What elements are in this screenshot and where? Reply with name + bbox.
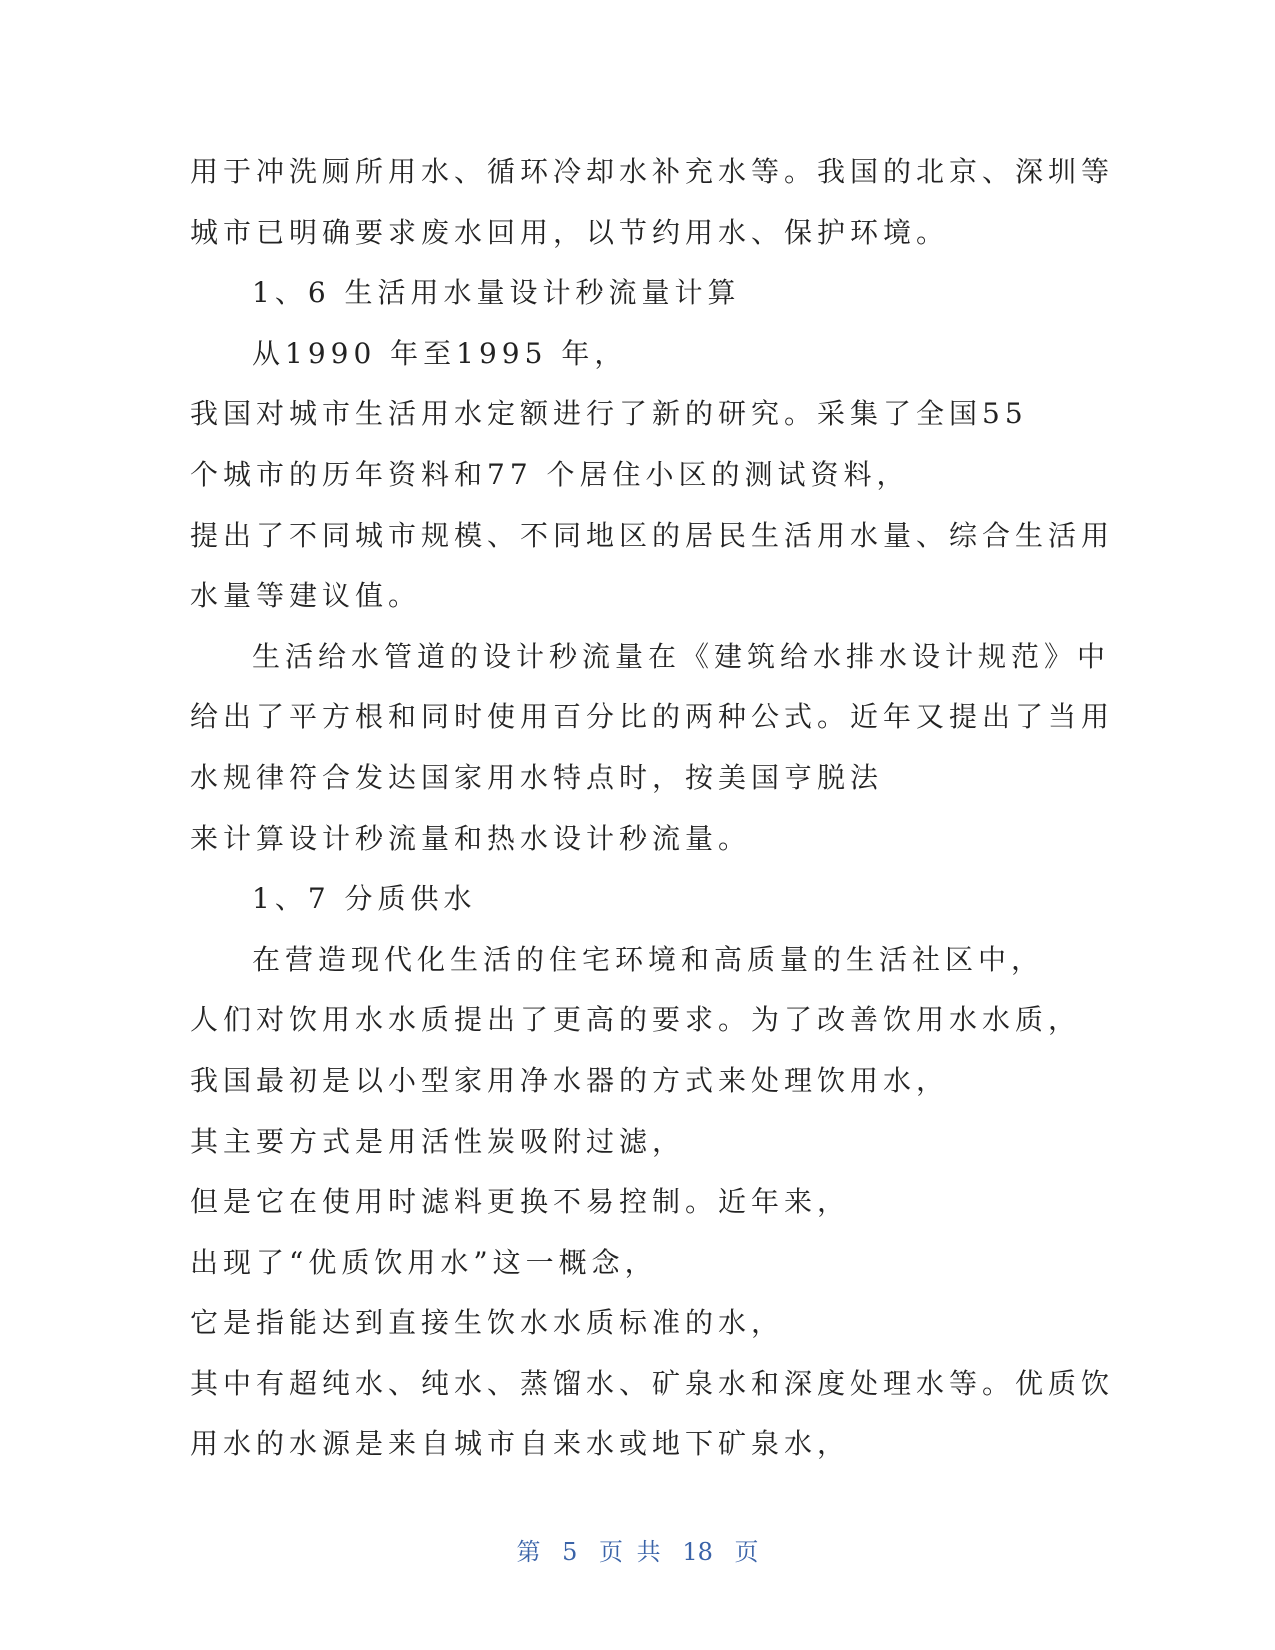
text-line: 人们对饮用水水质提出了更高的要求。为了改善饮用水水质，	[190, 1003, 1082, 1037]
text-line: 来计算设计秒流量和热水设计秒流量。	[190, 821, 752, 855]
text-line: 但是它在使用时滤料更换不易控制。近年来，	[190, 1185, 851, 1219]
text-line: 它是指能达到直接生饮水水质标准的水，	[190, 1306, 785, 1340]
text-line: 生活给水管道的设计秒流量在《建筑给水排水设计规范》中	[252, 639, 1111, 673]
text-line: 出现了“优质饮用水”这一概念，	[190, 1245, 658, 1279]
section-heading: 1、6 生活用水量设计秒流量计算	[252, 276, 741, 310]
text-line: 个城市的历年资料和77 个居住小区的测试资料，	[190, 457, 910, 491]
text-line: 其中有超纯水、纯水、蒸馏水、矿泉水和深度处理水等。优质饮	[190, 1366, 1115, 1400]
text-line: 用于冲洗厕所用水、循环冷却水补充水等。我国的北京、深圳等	[190, 155, 1115, 188]
text-line: 水量等建议值。	[190, 579, 422, 613]
text-line: 在营造现代化生活的住宅环境和高质量的生活社区中，	[252, 942, 1045, 976]
text-line: 从1990 年至1995 年，	[252, 336, 628, 370]
current-page-number: 5	[562, 1538, 578, 1566]
text-line: 其主要方式是用活性炭吸附过滤，	[190, 1124, 686, 1158]
text-line: 城市已明确要求废水回用，以节约用水、保护环境。	[190, 215, 950, 249]
total-page-count: 18	[682, 1538, 713, 1566]
text-line: 用水的水源是来自城市自来水或地下矿泉水，	[190, 1427, 851, 1461]
body-text	[190, 142, 1115, 1475]
page-footer	[0, 1532, 1275, 1567]
footer-prefix: 第	[516, 1538, 541, 1566]
footer-suffix: 页	[734, 1538, 759, 1566]
text-line: 给出了平方根和同时使用百分比的两种公式。近年又提出了当用	[190, 700, 1115, 734]
text-line: 我国最初是以小型家用净水器的方式来处理饮用水，	[190, 1063, 950, 1097]
footer-middle: 页 共	[599, 1538, 661, 1566]
text-line: 提出了不同城市规模、不同地区的居民生活用水量、综合生活用	[190, 518, 1115, 552]
text-line: 我国对城市生活用水定额进行了新的研究。采集了全国55	[190, 397, 1028, 431]
section-heading: 1、7 分质供水	[252, 882, 477, 916]
text-line: 水规律符合发达国家用水特点时，按美国亨脱法	[190, 760, 884, 794]
